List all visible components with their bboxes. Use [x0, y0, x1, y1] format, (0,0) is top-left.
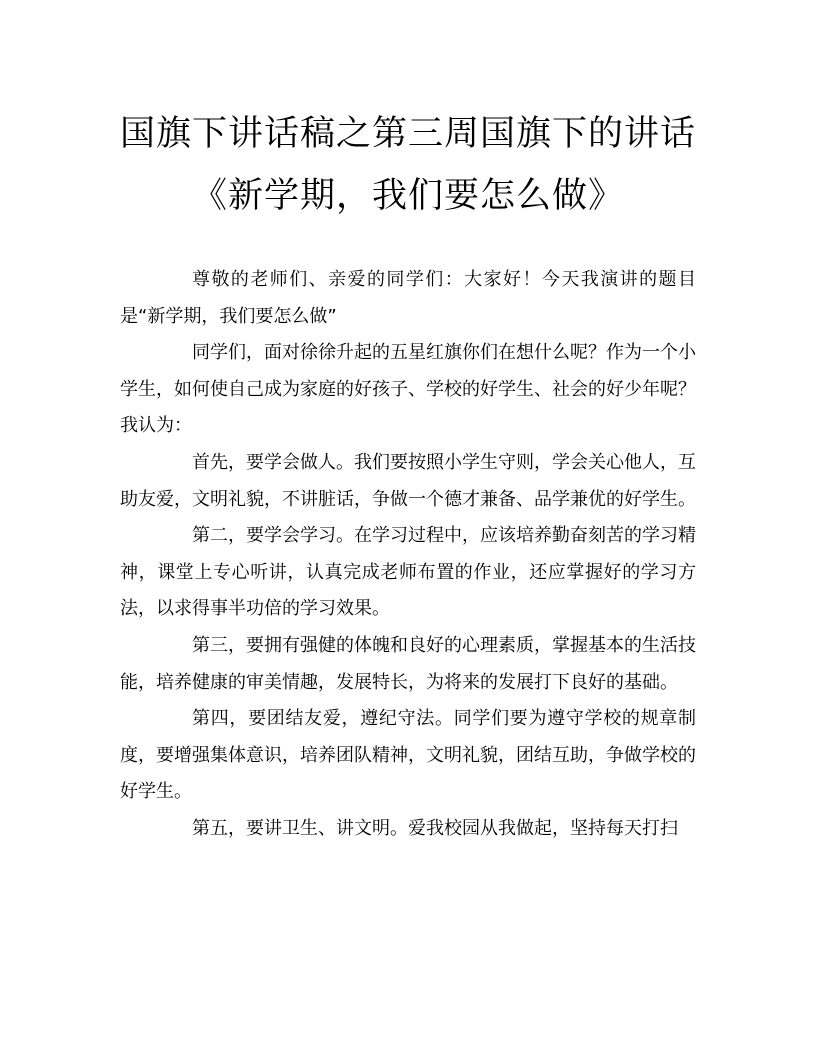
paragraph-question: 同学们，面对徐徐升起的五星红旗你们在想什么呢？作为一个小学生，如何使自己成为家庭的好孩子、学校的好学生、社会的好少年呢？我认为： — [120, 342, 696, 437]
paragraph-point-5: 第五，要讲卫生、讲文明。爱我校园从我做起，坚持每天打扫 — [192, 817, 678, 839]
document-title-line-2: 《新学期，我们要怎么做》 — [191, 176, 624, 216]
document-body — [120, 262, 696, 848]
paragraph-greeting: 尊敬的老师们、亲爱的同学们：大家好！今天我演讲的题目是“新学期，我们要怎么做” — [120, 269, 696, 327]
document-title-line-1: 国旗下讲话稿之第三周国旗下的讲话 — [119, 114, 696, 154]
paragraph-point-1: 首先，要学会做人。我们要按照小学生守则，学会关心他人，互助友爱，文明礼貌，不讲脏话，争做一个德才兼备、品学兼优的好学生。 — [120, 451, 696, 510]
paragraph-point-4: 第四，要团结友爱，遵纪守法。同学们要为遵守学校的规章制度，要增强集体意识，培养团队精神，文明礼貌，团结互助，争做学校的好学生。 — [120, 708, 696, 803]
paragraph-point-3: 第三，要拥有强健的体魄和良好的心理素质，掌握基本的生活技能，培养健康的审美情趣，发展特长，为将来的发展打下良好的基础。 — [120, 634, 696, 693]
paragraph-point-2: 第二，要学会学习。在学习过程中，应该培养勤奋刻苦的学习精神，课堂上专心听讲，认真完成老师布置的作业，还应掌握好的学习方法，以求得事半功倍的学习效果。 — [120, 525, 696, 620]
